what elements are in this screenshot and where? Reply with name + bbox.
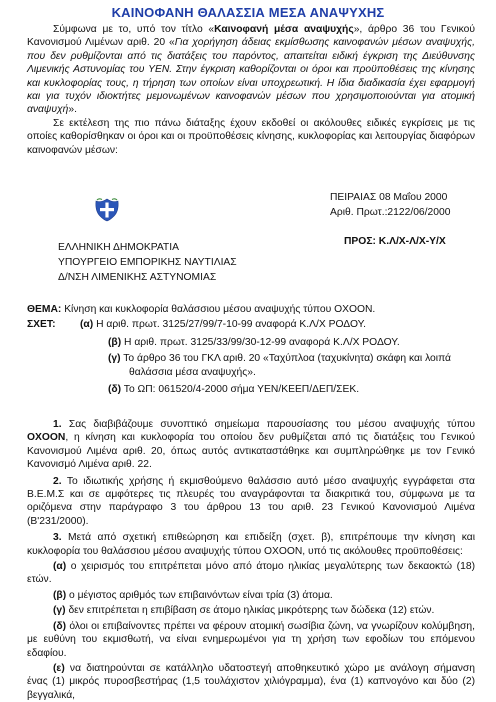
condition-mark-b: (β) <box>53 589 67 601</box>
intro-section <box>27 23 475 157</box>
ref-mark-c: (γ) <box>108 353 121 364</box>
condition-mark-e: (ε) <box>53 662 65 674</box>
ref-mark-a: (α) <box>80 319 94 330</box>
condition-item-a <box>27 560 475 587</box>
subject-label: ΘΕΜΑ: <box>27 304 62 315</box>
condition-mark-c: (γ) <box>53 605 66 617</box>
condition-text-b: ο μέγιστος αριθμός των επιβαινόντων είναι τρία (3) άτομα. <box>66 589 333 601</box>
ref-item-c-cont: θαλάσσια μέσα αναψυχής». <box>129 367 256 378</box>
ref-text-d: Το ΩΠ: 061520/4-2000 σήμα ΥΕΝ/ΚΕΕΠ/ΔΕΠ/ΣΕΚ. <box>121 384 360 395</box>
paragraph-2-number: 2. <box>53 475 62 487</box>
intro-article-title: Καινοφανή μέσα αναψυχής <box>214 24 354 35</box>
ref-mark-d: (δ) <box>108 384 122 395</box>
ref-item-b <box>108 336 400 349</box>
sender-line-1: ΕΛΛΗΝΙΚΗ ΔΗΜΟΚΡΑΤΙΑ <box>58 242 179 253</box>
device-name: OXOON <box>27 432 66 444</box>
paragraph-2-text: Το ιδιωτικής χρήσης ή εκμισθούμενο θαλάσσιο αυτό μέσο αναψυχής εγγράφεται στα Β.Ε.Μ.Σ και σε αμφότερες τις πλευρές του αναγράφονται τα διακριτικά του, σύμφωνα με τα οριζόμενα στην παράγραφο 3 του άρθρου 13 του αριθ. 23 Γενικού Κανονισμού Λιμένα (Β'231/2000). <box>27 475 475 527</box>
intro-text-1e: ». <box>68 104 77 116</box>
paragraph-1-number: 1. <box>53 419 62 430</box>
condition-text-e: να διατηρούνται σε κατάλληλο υδατοστεγή αποθηκευτικό χώρο με ανάλογη σήμανση ένας (1) μικρός πυροσβεστήρας (1,5 τουλάχιστον χιλιόγραμμα), ένα (1) καπνογόνο και δύο (2) βεγγαλικά, <box>27 662 475 701</box>
sender-line-3: Δ/ΝΣΗ ΛΙΜΕΝΙΚΗΣ ΑΣΤΥΝΟΜΙΑΣ <box>58 272 217 283</box>
ref-item-c <box>108 352 451 365</box>
condition-item-e <box>27 662 475 702</box>
recipient-line: ΠΡΟΣ: Κ.Λ/Χ-Λ/Χ-Υ/Χ <box>344 236 446 247</box>
condition-text-c: δεν επιτρέπεται η επιβίβαση σε άτομο ηλικίας μικρότερης των δώδεκα (12) ετών. <box>65 605 435 617</box>
condition-mark-a: (α) <box>53 561 67 573</box>
subject-line <box>27 303 375 316</box>
condition-text-d: όλοι οι επιβαίνοντες πρέπει να φέρουν ατομική σωσίβια ζώνη, να γνωρίζουν κολύμβηση, με ευθύνη του εκμισθωτή, να είναι ενημερωμένοι για τη χρήση των εφοδίων του επόμενου εδαφίου. <box>27 620 475 659</box>
intro-quote: Για χορήγηση άδειας εκμίσθωσης καινοφανών μέσων αναψυχής, που δεν ρυθμίζονται από τις διατάξεις του παρόντος, απαιτείται ειδική έγκριση της Διεύθυνσης Λιμενικής Αστυνομίας του ΥΕΝ. Στην έγκριση καθορίζονται οι όροι και προϋποθέσεις της κίνησης και κυκλοφορίας τους, η τήρηση των οποίων είναι υποχρεωτική. Η ίδια διαδικασία έχει εφαρμογή και για τυχόν ιδιοκτήτες μεμονωμένων καινοφανών μέσων που χρησιμοποιούνται για ατομική αναψυχή <box>27 37 476 116</box>
condition-item-b <box>27 589 475 602</box>
paragraph-3-text: Μετά από σχετική επιθεώρηση και επιδείξη (σχετ. β), επιτρέπουμε την κίνηση και κυκλοφορία του θαλάσσιου μέσου αναψυχής τύπου OXOON, υπό τις ακόλουθες προϋποθέσεις: <box>27 532 475 557</box>
ref-item-d <box>108 383 359 396</box>
intro-text-1a: Σύμφωνα με το, υπό τον τίτλο « <box>53 24 215 35</box>
paragraph-1 <box>27 418 475 472</box>
ref-text-c: Το άρθρο 36 του ΓΚΛ αριθ. 20 «Ταχύπλοα (ταχυκίνητα) σκάφη και λοιπά <box>120 353 451 364</box>
paragraph-2 <box>27 475 475 529</box>
intro-text-1c: », άρθρο 36 του Γενικού Κανονισμού Λιμένων αριθ. 20 « <box>27 24 476 49</box>
paragraph-3-number: 3. <box>53 532 62 544</box>
place-date: ΠΕΙΡΑΙΑΣ 08 Μαΐου 2000 <box>330 192 448 203</box>
ref-item-a <box>80 318 366 331</box>
protocol-number: Αριθ. Πρωτ.:2122/06/2000 <box>330 207 451 218</box>
condition-mark-d: (δ) <box>53 620 67 632</box>
ref-text-b: Η αριθ. πρωτ. 3125/33/99/30-12-99 αναφορά Κ.Λ/Χ ΡΟΔΟΥ. <box>121 337 400 348</box>
paragraph-1-text-c: , η κίνηση και κυκλοφορία του οποίου δεν ρυθμίζεται από τις διατάξεις του Γενικού Κανονισμού Λιμένα αριθ. 20, όπως αυτός αντικαταστάθηκε και συμπληρώθηκε με τον Γενικό Κανονισμό Λιμένα αριθ. 22. <box>27 432 475 471</box>
ref-text-a: Η αριθ. πρωτ. 3125/27/99/7-10-99 αναφορά Κ.Λ/Χ ΡΟΔΟΥ. <box>93 319 367 330</box>
sender-line-2: ΥΠΟΥΡΓΕΙΟ ΕΜΠΟΡΙΚΗΣ ΝΑΥΤΙΛΙΑΣ <box>58 257 237 268</box>
ref-mark-b: (β) <box>108 337 122 348</box>
subject-text: Κίνηση και κυκλοφορία θαλάσσιου μέσου αναψυχής τύπου OXOON. <box>61 304 376 315</box>
body-section <box>27 418 475 702</box>
condition-item-c <box>27 604 475 617</box>
greek-emblem-icon <box>94 197 120 223</box>
condition-text-a: ο χειρισμός του επιτρέπεται μόνο από άτομο ηλικίας μεγαλύτερης των δεκαοκτώ (18) ετών. <box>27 561 475 586</box>
refs-label: ΣΧΕΤ: <box>27 319 56 330</box>
condition-item-d <box>27 620 475 660</box>
intro-paragraph-1 <box>27 23 475 117</box>
intro-paragraph-2: Σε εκτέλεση της πιο πάνω διάταξης έχουν εκδοθεί οι ακόλουθες ειδικές εγκρίσεις με τις οποίες καθορίσθηκαν οι όροι και οι προϋποθέσεις κίνησης, κυκλοφορίας και λειτουργίας διαφόρων καινοφανών μέσων: <box>27 117 475 156</box>
paragraph-1-text-a: Σας διαβιβάζουμε συνοπτικό σημείωμα παρουσίασης του μέσου αναψυχής τύπου <box>61 419 475 430</box>
paragraph-3 <box>27 531 475 558</box>
document-title: ΚΑΙΝΟΦΑΝΗ ΘΑΛΑΣΣΙΑ ΜΕΣΑ ΑΝΑΨΥΧΗΣ <box>111 5 385 20</box>
